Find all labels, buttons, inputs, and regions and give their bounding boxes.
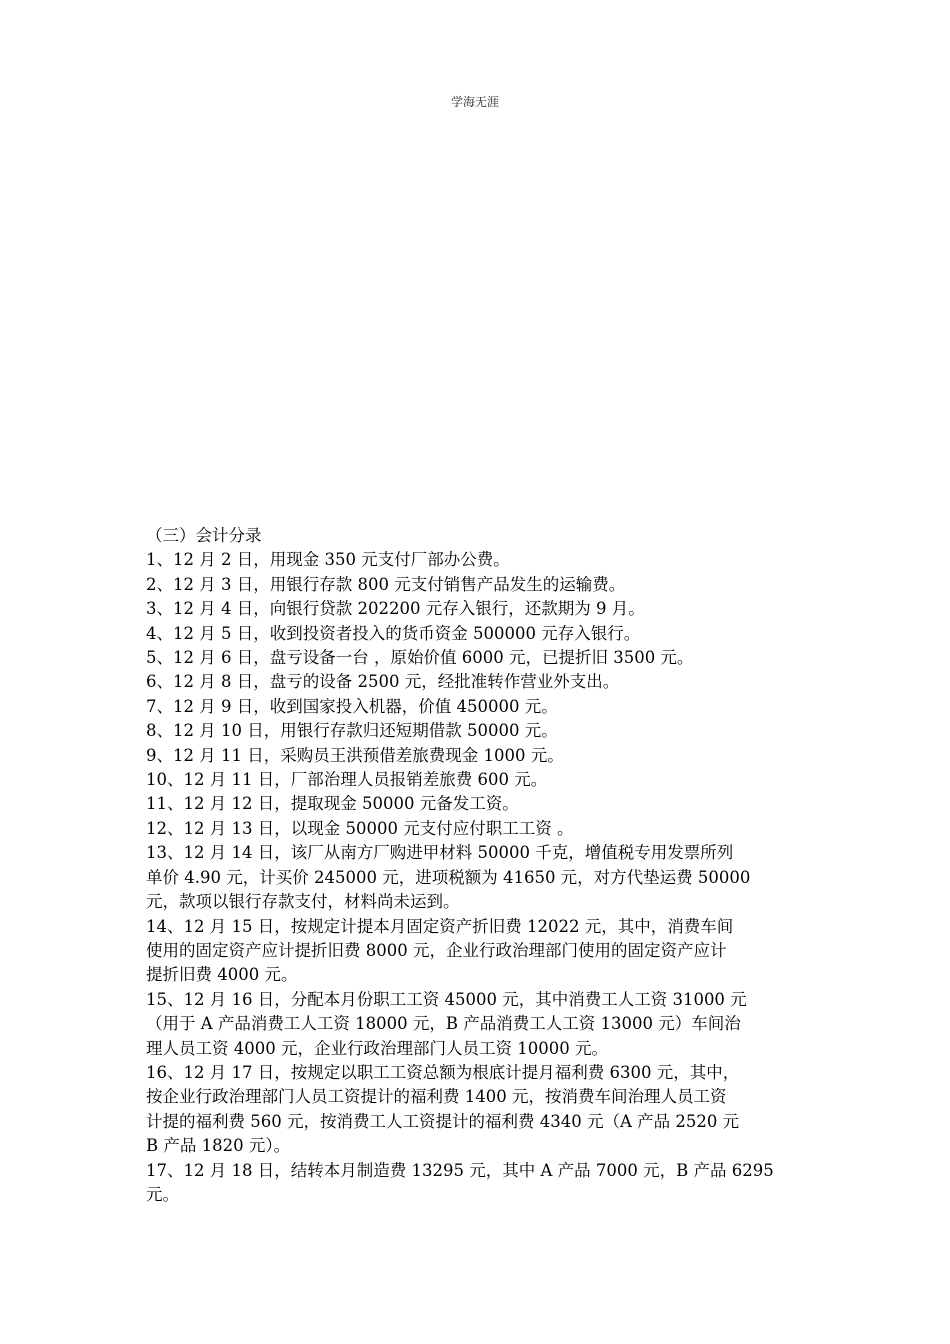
text-line: 元。 (146, 1184, 179, 1204)
text-line: 10、12 月 11 日，厂部治理人员报销差旅费 600 元。 (146, 770, 548, 790)
page-header: 学海无涯 (450, 95, 499, 109)
text-line: 5、12 月 6 日，盘亏设备一台 ，原始价值 6000 元，已提折旧 3500 元。 (146, 648, 694, 668)
text-line: 理人员工资 4000 元，企业行政治理部门人员工资 10000 元。 (146, 1038, 608, 1058)
text-line: 16、12 月 17 日，按规定以职工工资总额为根底计提月福利费 6300 元，其中， (146, 1062, 740, 1082)
text-line: 计提的福利费 560 元，按消费工人工资提计的福利费 4340 元（A 产品 2520 元 (146, 1111, 740, 1131)
text-line: 6、12 月 8 日，盘亏的设备 2500 元，经批准转作营业外支出。 (146, 672, 620, 692)
text-line: 7、12 月 9 日，收到国家投入机器，价值 450000 元。 (146, 696, 558, 716)
text-line: 4、12 月 5 日，收到投资者投入的货币资金 500000 元存入银行。 (146, 623, 641, 643)
text-line: （用于 A 产品消费工人工资 18000 元，B 产品消费工人工资 13000 元）车间治 (146, 1014, 741, 1034)
text-line: 按企业行政治理部门人员工资提计的福利费 1400 元，按消费车间治理人员工资 (146, 1087, 727, 1107)
text-line: 15、12 月 16 日，分配本月份职工工资 45000 元，其中消费工人工资 31000 元 (146, 989, 747, 1009)
text-line: B 产品 1820 元）。 (146, 1136, 291, 1156)
text-line: 2、12 月 3 日，用银行存款 800 元支付销售产品发生的运输费。 (146, 574, 626, 594)
text-line: 9、12 月 11 日，采购员王洪预借差旅费现金 1000 元。 (146, 745, 564, 765)
document-body (146, 524, 810, 1207)
text-line: 元，款项以银行存款支付，材料尚未运到。 (146, 892, 460, 912)
text-line: 12、12 月 13 日，以现金 50000 元支付应付职工工资 。 (146, 818, 574, 838)
text-line: 3、12 月 4 日，向银行贷款 202200 元存入银行，还款期为 9 月。 (146, 599, 645, 619)
text-line: 14、12 月 15 日，按规定计提本月固定资产折旧费 12022 元，其中，消费车间 (146, 916, 734, 936)
section-title: （三）会计分录 (146, 526, 262, 545)
text-line: 17、12 月 18 日，结转本月制造费 13295 元，其中 A 产品 7000 元，B 产品 6295 (146, 1160, 774, 1180)
text-line: 使用的固定资产应计提折旧费 8000 元，企业行政治理部门使用的固定资产应计 (146, 940, 727, 960)
text-line: 8、12 月 10 日，用银行存款归还短期借款 50000 元。 (146, 721, 558, 741)
text-line: 1、12 月 2 日，用现金 350 元支付厂部办公费。 (146, 550, 510, 570)
text-line: 11、12 月 12 日，提取现金 50000 元备发工资。 (146, 794, 519, 814)
text-line: 单价 4.90 元，计买价 245000 元，进项税额为 41650 元，对方代垫运费 50000 (146, 867, 751, 887)
text-line: 13、12 月 14 日，该厂从南方厂购进甲材料 50000 千克，增值税专用发票所列 (146, 843, 734, 863)
text-line: 提折旧费 4000 元。 (146, 965, 298, 985)
